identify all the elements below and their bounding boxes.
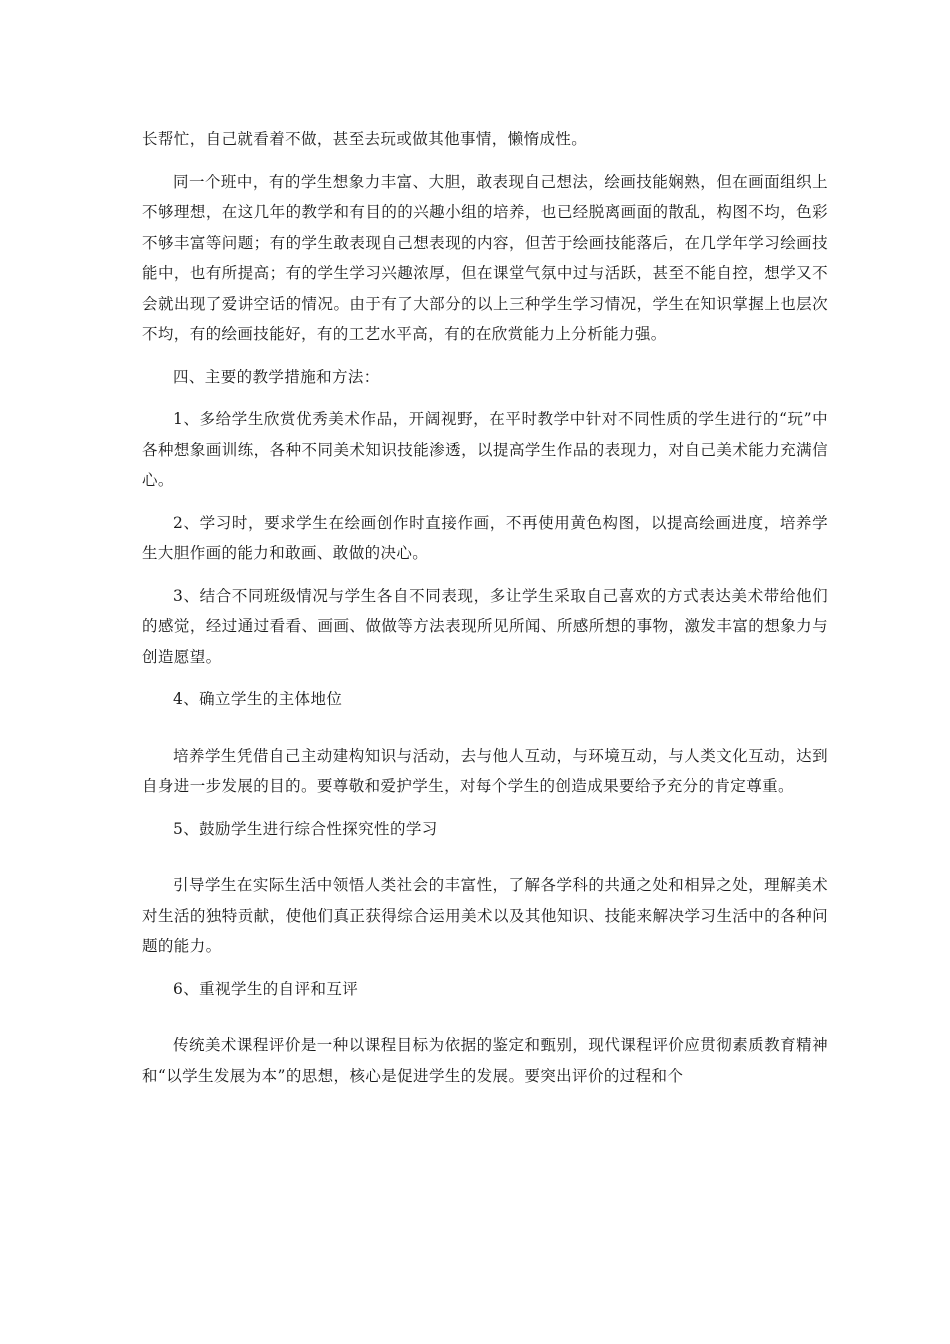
measure-item-2: 2、学习时，要求学生在绘画创作时直接作画，不再使用黄色构图，以提高绘画进度，培养学生大胆作画的能力和敢画、敢做的决心。 (142, 513, 828, 562)
measure-item-3: 3、结合不同班级情况与学生各自不同表现，多让学生采取自己喜欢的方式表达美术带给他们的感觉，经过通过看看、画画、做做等方法表现所见所闻、所感所想的事物，激发丰富的想象力与创造愿望。 (142, 586, 828, 666)
paragraph-item-4: 培养学生凭借自己主动建构知识与活动，去与他人互动，与环境互动，与人类文化互动，达到自身进一步发展的目的。要尊敬和爱护学生，对每个学生的创造成果要给予充分的肯定尊重。 (142, 746, 828, 795)
document-page (142, 124, 828, 1103)
paragraph-item-6: 传统美术课程评价是一种以课程目标为依据的鉴定和甄别，现代课程评价应贯彻素质教育精神和“以学生发展为本”的思想，核心是促进学生的发展。要突出评价的过程和个 (142, 1036, 828, 1085)
paragraph-item-5: 引导学生在实际生活中领悟人类社会的丰富性，了解各学科的共通之处和相异之处，理解美术对生活的独特贡献，使他们真正获得综合运用美术以及其他知识、技能来解决学习生活中的各种问题的能力。 (142, 876, 828, 955)
section-heading-measures: 四、主要的教学措施和方法： (173, 367, 380, 386)
subheading-5: 5、鼓励学生进行综合性探究性的学习 (173, 819, 438, 838)
paragraph-continuation: 长帮忙，自己就看着不做，甚至去玩或做其他事情，懒惰成性。 (142, 130, 588, 148)
subheading-6: 6、重视学生的自评和互评 (173, 979, 359, 998)
paragraph-student-types: 同一个班中，有的学生想象力丰富、大胆，敢表现自己想法，绘画技能娴熟，但在画面组织上不够理想，在这几年的教学和有目的的兴趣小组的培养，也已经脱离画面的散乱，构图不均，色彩不够丰富等问题；有的学生敢表现自己想表现的内容，但苦于绘画技能落后，在几学年学习绘画技能中，也有所提高；有的学生学习兴趣浓厚，但在课堂气氛中过与活跃，甚至不能自控，想学又不会就出现了爱讲空话的情况。由于有了大部分的以上三种学生学习情况，学生在知识掌握上也层次不均，有的绘画技能好，有的工艺水平高，有的在欣赏能力上分析能力强。 (142, 172, 828, 343)
subheading-4: 4、确立学生的主体地位 (173, 690, 343, 708)
measure-item-1: 1、多给学生欣赏优秀美术作品，开阔视野，在平时教学中针对不同性质的学生进行的“玩”中各种想象画训练，各种不同美术知识技能渗透，以提高学生作品的表现力，对自己美术能力充满信心。 (142, 410, 828, 489)
